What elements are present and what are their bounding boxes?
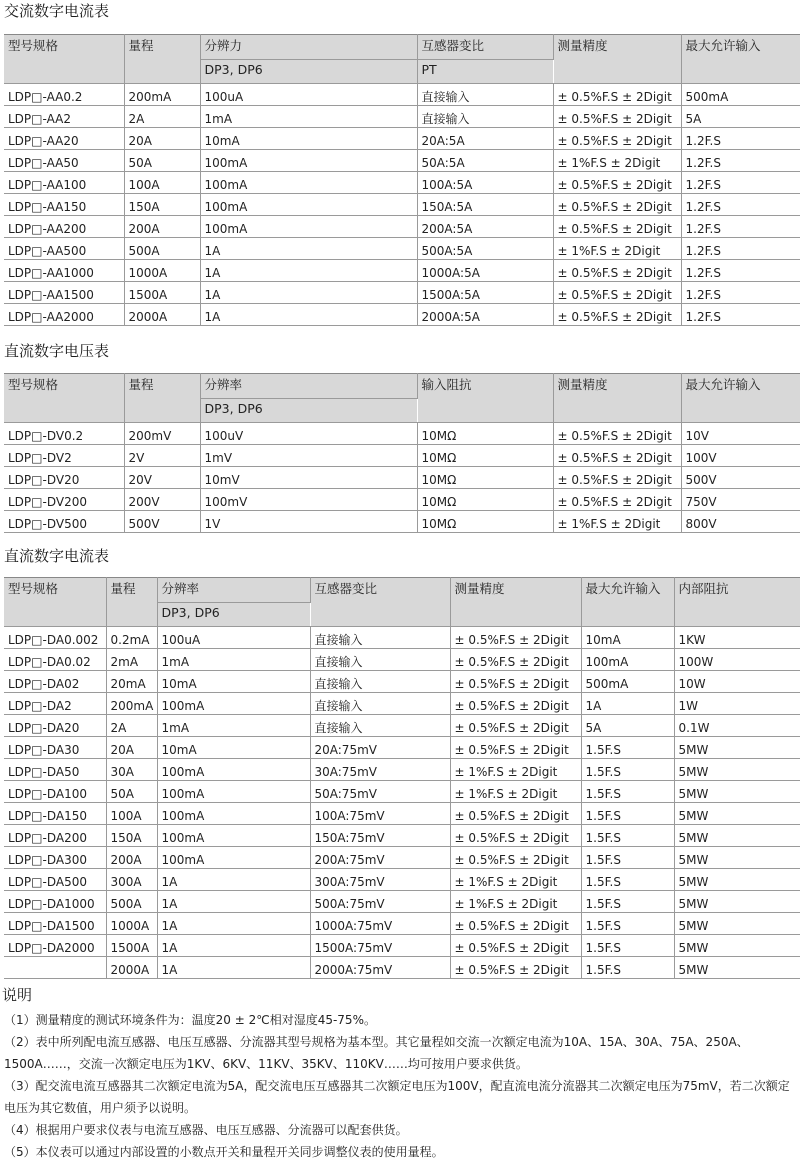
- table-cell: 1.2F.S: [681, 150, 800, 172]
- table-cell: 1A: [157, 935, 310, 957]
- table-cell: LDP□-DV200: [4, 489, 124, 511]
- header-max-input: 最大允许输入: [581, 578, 674, 627]
- table-cell: LDP□-AA20: [4, 128, 124, 150]
- table-cell: 1A: [581, 693, 674, 715]
- table-cell: LDP□-AA200: [4, 216, 124, 238]
- table-cell: ± 0.5%F.S ± 2Digit: [553, 489, 681, 511]
- table-cell: ± 0.5%F.S ± 2Digit: [553, 194, 681, 216]
- table-row: [4, 935, 800, 957]
- table-cell: 1.5F.S: [581, 781, 674, 803]
- table-cell: ± 0.5%F.S ± 2Digit: [553, 260, 681, 282]
- table-cell: 1.5F.S: [581, 759, 674, 781]
- table-row: [4, 216, 800, 238]
- table-cell: 100mA: [200, 172, 417, 194]
- table-cell: 100A: [124, 172, 200, 194]
- table-cell: 200mA: [106, 693, 157, 715]
- table-cell: 2000A: [124, 304, 200, 326]
- table-cell: ± 0.5%F.S ± 2Digit: [450, 693, 581, 715]
- table-cell: 1.5F.S: [581, 803, 674, 825]
- table-cell: LDP□-DA20: [4, 715, 106, 737]
- table-cell: 1.5F.S: [581, 825, 674, 847]
- table-row: [4, 759, 800, 781]
- table-cell: 1.5F.S: [581, 869, 674, 891]
- table-cell: 100A:75mV: [310, 803, 450, 825]
- table-cell: ± 0.5%F.S ± 2Digit: [553, 128, 681, 150]
- table-row: [4, 715, 800, 737]
- table-cell: 50A: [124, 150, 200, 172]
- table-cell: ± 0.5%F.S ± 2Digit: [450, 957, 581, 979]
- dc-voltage-table: [4, 373, 800, 533]
- table-row: [4, 869, 800, 891]
- notes-list: [4, 1009, 798, 1163]
- table-cell: LDP□-AA1500: [4, 282, 124, 304]
- table-cell: LDP□-DV2: [4, 445, 124, 467]
- table-cell: 100uA: [157, 627, 310, 649]
- table-cell: LDP□-DA02: [4, 671, 106, 693]
- table-row: [4, 847, 800, 869]
- table-cell: 10MΩ: [417, 445, 553, 467]
- table-row: [4, 671, 800, 693]
- table-cell: 1500A: [124, 282, 200, 304]
- table-cell: LDP□-DA150: [4, 803, 106, 825]
- table-cell: 20V: [124, 467, 200, 489]
- table-cell: 1A: [200, 260, 417, 282]
- table-row: [4, 194, 800, 216]
- table-cell: ± 0.5%F.S ± 2Digit: [553, 282, 681, 304]
- table-cell: 1.5F.S: [581, 913, 674, 935]
- header-dp: DP3, DP6: [157, 603, 310, 627]
- table-cell: 1.2F.S: [681, 238, 800, 260]
- table-cell: 500mA: [581, 671, 674, 693]
- table-cell: 2A: [106, 715, 157, 737]
- table-cell: ± 0.5%F.S ± 2Digit: [553, 84, 681, 106]
- table-cell: 5MW: [674, 803, 800, 825]
- table-cell: 5MW: [674, 737, 800, 759]
- table-cell: 10MΩ: [417, 423, 553, 445]
- table-cell: LDP□-DA200: [4, 825, 106, 847]
- table-row: [4, 781, 800, 803]
- table-cell: 50A:75mV: [310, 781, 450, 803]
- table-cell: 1500A: [106, 935, 157, 957]
- table-cell: LDP□-AA500: [4, 238, 124, 260]
- table-cell: ± 1%F.S ± 2Digit: [553, 150, 681, 172]
- table-cell: 150A:5A: [417, 194, 553, 216]
- table-cell: 1mA: [200, 106, 417, 128]
- header-ratio: 互感器变比: [310, 578, 450, 627]
- header-resolution: 分辨率: [200, 374, 417, 399]
- table-cell: 直接输入: [310, 693, 450, 715]
- table-cell: 100mA: [157, 847, 310, 869]
- header-resolution: 分辨力: [200, 35, 417, 60]
- table-row: [4, 913, 800, 935]
- table-cell: 1A: [200, 282, 417, 304]
- table-cell: ± 0.5%F.S ± 2Digit: [450, 649, 581, 671]
- header-pt: PT: [417, 60, 553, 84]
- table-cell: 300A:75mV: [310, 869, 450, 891]
- table-cell: LDP□-DA0.02: [4, 649, 106, 671]
- table-row: [4, 891, 800, 913]
- table-cell: LDP□-DV20: [4, 467, 124, 489]
- table-cell: ± 0.5%F.S ± 2Digit: [553, 216, 681, 238]
- header-max-input: 最大允许输入: [681, 35, 800, 84]
- header-range: 量程: [106, 578, 157, 627]
- header-dp: DP3, DP6: [200, 399, 417, 423]
- table-cell: 5MW: [674, 781, 800, 803]
- table-cell: 10MΩ: [417, 489, 553, 511]
- table-cell: 1A: [157, 957, 310, 979]
- table-row: [4, 260, 800, 282]
- table-cell: LDP□-AA50: [4, 150, 124, 172]
- table-cell: LDP□-AA2000: [4, 304, 124, 326]
- ac-current-title: 交流数字电流表: [4, 2, 110, 20]
- table-cell: ± 1%F.S ± 2Digit: [553, 511, 681, 533]
- table-cell: LDP□-DV500: [4, 511, 124, 533]
- table-cell: 150A:75mV: [310, 825, 450, 847]
- table-cell: 5MW: [674, 759, 800, 781]
- table-cell: 50A: [106, 781, 157, 803]
- table-cell: 1A: [157, 913, 310, 935]
- table-cell: 200mA: [124, 84, 200, 106]
- table-row: [4, 825, 800, 847]
- table-cell: ± 1%F.S ± 2Digit: [450, 869, 581, 891]
- table-cell: ± 0.5%F.S ± 2Digit: [553, 172, 681, 194]
- header-model: 型号规格: [4, 578, 106, 627]
- table-row: [4, 282, 800, 304]
- ac-current-table: [4, 34, 800, 326]
- table-cell: 1000A:75mV: [310, 913, 450, 935]
- table-cell: ± 0.5%F.S ± 2Digit: [553, 467, 681, 489]
- table-cell: 2000A: [106, 957, 157, 979]
- header-range: 量程: [124, 35, 200, 84]
- table-cell: 2000A:5A: [417, 304, 553, 326]
- table-cell: 5A: [681, 106, 800, 128]
- table-cell: 1A: [157, 869, 310, 891]
- table-cell: 150A: [124, 194, 200, 216]
- table-cell: 100W: [674, 649, 800, 671]
- table-cell: 100A:5A: [417, 172, 553, 194]
- table-cell: 500V: [124, 511, 200, 533]
- table-cell: 1A: [200, 304, 417, 326]
- table-cell: 1mA: [157, 715, 310, 737]
- table-cell: 10MΩ: [417, 467, 553, 489]
- table-cell: 5A: [581, 715, 674, 737]
- table-cell: ± 0.5%F.S ± 2Digit: [553, 423, 681, 445]
- header-impedance: 输入阻抗: [417, 374, 553, 423]
- table-row: [4, 693, 800, 715]
- table-cell: 1000A:5A: [417, 260, 553, 282]
- table-cell: 500A:75mV: [310, 891, 450, 913]
- table-cell: LDP□-DA300: [4, 847, 106, 869]
- table-cell: 1.2F.S: [681, 282, 800, 304]
- table-cell: 500V: [681, 467, 800, 489]
- table-cell: ± 0.5%F.S ± 2Digit: [553, 304, 681, 326]
- table-cell: 1.5F.S: [581, 847, 674, 869]
- table-cell: 1000A: [124, 260, 200, 282]
- table-cell: 20A: [124, 128, 200, 150]
- dc-current-title: 直流数字电流表: [4, 547, 110, 565]
- table-cell: LDP□-DA500: [4, 869, 106, 891]
- table-cell: 150A: [106, 825, 157, 847]
- table-cell: 200A:5A: [417, 216, 553, 238]
- table-cell: ± 0.5%F.S ± 2Digit: [450, 825, 581, 847]
- table-cell: ± 0.5%F.S ± 2Digit: [450, 935, 581, 957]
- table-cell: LDP□-DV0.2: [4, 423, 124, 445]
- table-cell: 800V: [681, 511, 800, 533]
- table-cell: 5MW: [674, 913, 800, 935]
- table-cell: 500A: [124, 238, 200, 260]
- table-cell: 30A: [106, 759, 157, 781]
- table-cell: ± 1%F.S ± 2Digit: [450, 759, 581, 781]
- table-cell: 200A:75mV: [310, 847, 450, 869]
- table-row: [4, 150, 800, 172]
- table-cell: 100mA: [157, 759, 310, 781]
- table-cell: 100mA: [200, 194, 417, 216]
- table-cell: 200V: [124, 489, 200, 511]
- table-cell: 10mA: [200, 128, 417, 150]
- table-cell: 100mA: [200, 150, 417, 172]
- header-accuracy: 测量精度: [553, 35, 681, 84]
- table-cell: LDP□-DA50: [4, 759, 106, 781]
- table-cell: 100mA: [157, 825, 310, 847]
- table-cell: LDP□-DA30: [4, 737, 106, 759]
- table-cell: [4, 957, 106, 979]
- table-cell: 1.2F.S: [681, 260, 800, 282]
- table-cell: ± 0.5%F.S ± 2Digit: [450, 671, 581, 693]
- table-cell: 1500A:5A: [417, 282, 553, 304]
- table-cell: 50A:5A: [417, 150, 553, 172]
- table-cell: 直接输入: [310, 627, 450, 649]
- table-cell: ± 0.5%F.S ± 2Digit: [450, 803, 581, 825]
- table-row: [4, 445, 800, 467]
- table-row: [4, 957, 800, 979]
- table-cell: 500mA: [681, 84, 800, 106]
- table-cell: 1.5F.S: [581, 891, 674, 913]
- table-cell: 300A: [106, 869, 157, 891]
- table-row: [4, 106, 800, 128]
- table-header-row: [4, 35, 800, 60]
- table-cell: 直接输入: [310, 715, 450, 737]
- header-accuracy: 测量精度: [450, 578, 581, 627]
- table-row: [4, 467, 800, 489]
- table-cell: 20A: [106, 737, 157, 759]
- table-cell: 100mV: [200, 489, 417, 511]
- table-cell: 2000A:75mV: [310, 957, 450, 979]
- table-cell: 1.2F.S: [681, 304, 800, 326]
- table-cell: ± 0.5%F.S ± 2Digit: [450, 715, 581, 737]
- table-cell: LDP□-AA0.2: [4, 84, 124, 106]
- table-cell: 100mA: [200, 216, 417, 238]
- table-cell: LDP□-AA100: [4, 172, 124, 194]
- table-cell: 200A: [124, 216, 200, 238]
- table-cell: 2A: [124, 106, 200, 128]
- table-cell: 5MW: [674, 957, 800, 979]
- table-cell: 0.2mA: [106, 627, 157, 649]
- header-model: 型号规格: [4, 374, 124, 423]
- table-cell: 5MW: [674, 869, 800, 891]
- table-cell: 5MW: [674, 891, 800, 913]
- table-cell: ± 1%F.S ± 2Digit: [450, 891, 581, 913]
- table-cell: 10mA: [157, 671, 310, 693]
- table-cell: 直接输入: [310, 649, 450, 671]
- table-cell: 直接输入: [310, 671, 450, 693]
- table-cell: 20A:5A: [417, 128, 553, 150]
- header-model: 型号规格: [4, 35, 124, 84]
- table-row: [4, 627, 800, 649]
- table-row: [4, 737, 800, 759]
- table-cell: 1mA: [157, 649, 310, 671]
- table-cell: ± 1%F.S ± 2Digit: [553, 238, 681, 260]
- table-row: [4, 128, 800, 150]
- table-cell: LDP□-DA1000: [4, 891, 106, 913]
- table-cell: LDP□-DA1500: [4, 913, 106, 935]
- table-row: [4, 423, 800, 445]
- table-cell: LDP□-AA150: [4, 194, 124, 216]
- table-cell: 1A: [200, 238, 417, 260]
- table-cell: LDP□-AA1000: [4, 260, 124, 282]
- table-header-row: [4, 374, 800, 399]
- table-cell: LDP□-DA2: [4, 693, 106, 715]
- header-ratio: 互感器变比: [417, 35, 553, 60]
- header-max-input: 最大允许输入: [681, 374, 800, 423]
- table-cell: 10mA: [157, 737, 310, 759]
- table-cell: 10W: [674, 671, 800, 693]
- table-cell: 100A: [106, 803, 157, 825]
- dc-voltage-title: 直流数字电压表: [4, 342, 110, 360]
- table-cell: 1000A: [106, 913, 157, 935]
- table-cell: 500A:5A: [417, 238, 553, 260]
- table-row: [4, 84, 800, 106]
- table-cell: 1V: [200, 511, 417, 533]
- table-cell: ± 0.5%F.S ± 2Digit: [450, 847, 581, 869]
- table-cell: 200mV: [124, 423, 200, 445]
- table-cell: 1.2F.S: [681, 128, 800, 150]
- table-cell: 200A: [106, 847, 157, 869]
- table-cell: 750V: [681, 489, 800, 511]
- header-resolution: 分辨率: [157, 578, 310, 603]
- table-cell: ± 0.5%F.S ± 2Digit: [450, 913, 581, 935]
- table-cell: 直接输入: [417, 106, 553, 128]
- table-cell: 0.1W: [674, 715, 800, 737]
- table-cell: LDP□-DA0.002: [4, 627, 106, 649]
- table-cell: 1.5F.S: [581, 935, 674, 957]
- header-internal-impedance: 内部阻抗: [674, 578, 800, 627]
- table-cell: 100uV: [200, 423, 417, 445]
- header-accuracy: 测量精度: [553, 374, 681, 423]
- note-item: （5）本仪表可以通过内部设置的小数点开关和量程开关同步调整仪表的使用量程。: [4, 1145, 444, 1159]
- table-cell: 100mA: [157, 803, 310, 825]
- table-cell: ± 0.5%F.S ± 2Digit: [553, 445, 681, 467]
- table-cell: 100mA: [581, 649, 674, 671]
- table-cell: 2mA: [106, 649, 157, 671]
- note-item: （1）测量精度的测试环境条件为：温度20 ± 2℃相对湿度45-75%。: [4, 1013, 376, 1027]
- table-row: [4, 238, 800, 260]
- note-item: （3）配交流电流互感器其二次额定电流为5A，配交流电压互感器其二次额定电压为100V，配直流电流分流器其二次额定电压为75mV，若二次额定电压为其它数值，用户须予以说明。: [4, 1079, 790, 1115]
- table-cell: 30A:75mV: [310, 759, 450, 781]
- table-cell: 直接输入: [417, 84, 553, 106]
- table-row: [4, 803, 800, 825]
- table-cell: 10mA: [581, 627, 674, 649]
- table-cell: 1KW: [674, 627, 800, 649]
- table-cell: 1W: [674, 693, 800, 715]
- table-cell: 1.5F.S: [581, 737, 674, 759]
- table-row: [4, 649, 800, 671]
- table-cell: ± 1%F.S ± 2Digit: [450, 781, 581, 803]
- table-cell: 100mA: [157, 781, 310, 803]
- table-cell: 1mV: [200, 445, 417, 467]
- table-cell: 10V: [681, 423, 800, 445]
- table-cell: LDP□-DA2000: [4, 935, 106, 957]
- table-cell: ± 0.5%F.S ± 2Digit: [450, 627, 581, 649]
- table-cell: 5MW: [674, 825, 800, 847]
- table-cell: LDP□-AA2: [4, 106, 124, 128]
- header-dp: DP3, DP6: [200, 60, 417, 84]
- table-cell: 10mV: [200, 467, 417, 489]
- table-cell: 2V: [124, 445, 200, 467]
- note-item: （2）表中所列配电流互感器、电压互感器、分流器其型号规格为基本型。其它量程如交流一次额定电流为10A、15A、30A、75A、250A、1500A……，交流一次额定电压为1KV、6KV、11KV、35KV、110KV……均可按用户要求供货。: [4, 1035, 749, 1071]
- table-cell: 10MΩ: [417, 511, 553, 533]
- table-header-row: [4, 578, 800, 603]
- table-cell: 1.2F.S: [681, 194, 800, 216]
- table-cell: 1.2F.S: [681, 216, 800, 238]
- table-cell: 20A:75mV: [310, 737, 450, 759]
- table-cell: LDP□-DA100: [4, 781, 106, 803]
- table-cell: 100V: [681, 445, 800, 467]
- table-cell: 5MW: [674, 847, 800, 869]
- table-row: [4, 489, 800, 511]
- table-cell: 500A: [106, 891, 157, 913]
- table-row: [4, 511, 800, 533]
- table-cell: 100uA: [200, 84, 417, 106]
- table-cell: 20mA: [106, 671, 157, 693]
- table-cell: ± 0.5%F.S ± 2Digit: [450, 737, 581, 759]
- table-cell: 1A: [157, 891, 310, 913]
- table-cell: ± 0.5%F.S ± 2Digit: [553, 106, 681, 128]
- note-item: （4）根据用户要求仪表与电流互感器、电压互感器、分流器可以配套供货。: [4, 1123, 408, 1137]
- table-cell: 1500A:75mV: [310, 935, 450, 957]
- table-cell: 1.5F.S: [581, 957, 674, 979]
- dc-current-table: [4, 577, 800, 979]
- table-row: [4, 172, 800, 194]
- table-cell: 100mA: [157, 693, 310, 715]
- notes-title: 说明: [2, 986, 33, 1004]
- table-row: [4, 304, 800, 326]
- table-cell: 5MW: [674, 935, 800, 957]
- table-cell: 1.2F.S: [681, 172, 800, 194]
- header-range: 量程: [124, 374, 200, 423]
